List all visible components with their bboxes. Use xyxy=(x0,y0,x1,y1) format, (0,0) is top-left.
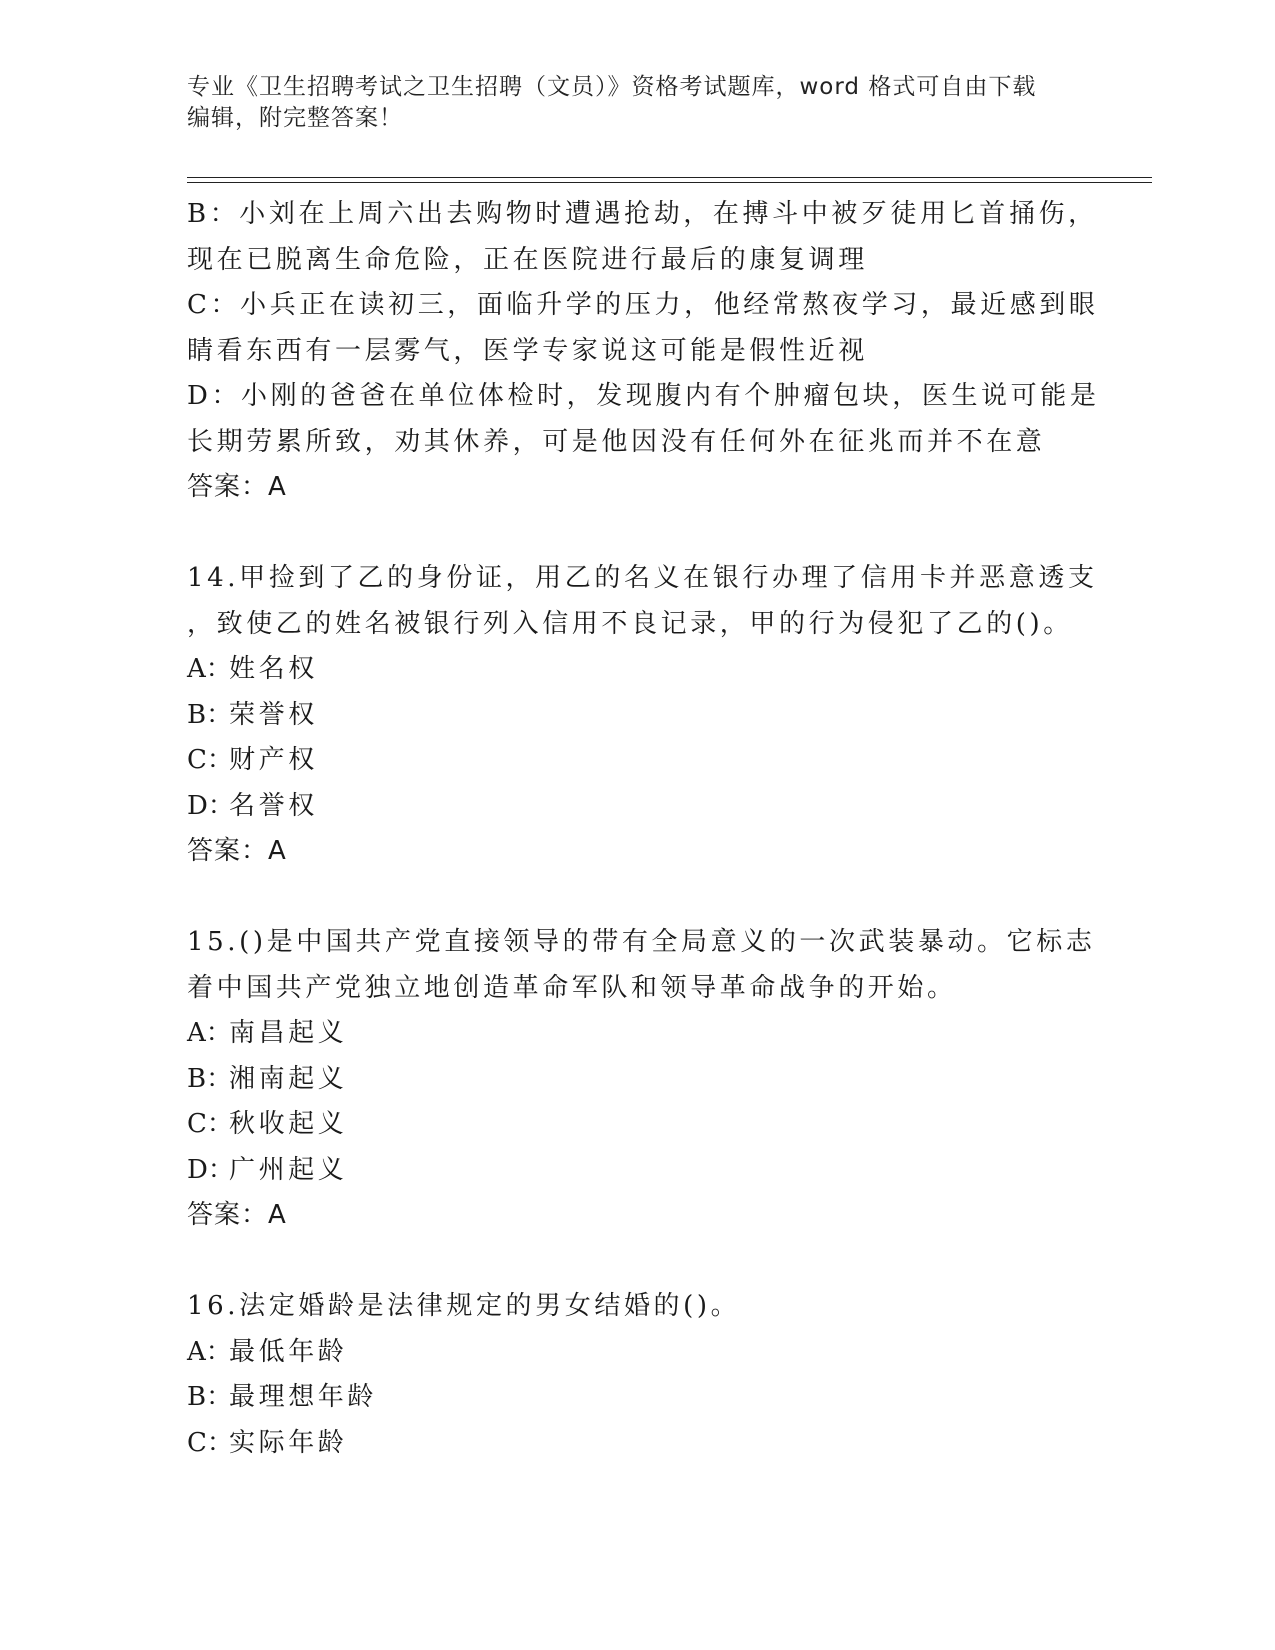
question-stem-line-2: ，致使乙的姓名被银行列入信用不良记录，甲的行为侵犯了乙的()。 xyxy=(187,608,1073,639)
option-b xyxy=(187,1057,1087,1103)
question-13-tail xyxy=(187,192,1100,511)
option-letter: D： xyxy=(187,1154,234,1185)
option-text: 最理想年龄 xyxy=(229,1382,378,1412)
header-line-2: 编辑，附完整答案！ xyxy=(187,105,403,131)
option-text: 名誉权 xyxy=(229,790,318,821)
question-14 xyxy=(187,556,1098,875)
option-letter: B： xyxy=(187,1382,233,1412)
header-line-1: 专业《卫生招聘考试之卫生招聘（文员）》资格考试题库，word 格式可自由下载 xyxy=(187,74,1037,100)
option-text: 姓名权 xyxy=(229,654,318,684)
option-a xyxy=(187,1011,1087,1057)
option-text: 南昌起义 xyxy=(229,1018,348,1048)
option-text: 最低年龄 xyxy=(229,1336,348,1367)
spacer xyxy=(187,875,1087,921)
option-text: 湘南起义 xyxy=(229,1063,348,1094)
option-letter: A： xyxy=(187,1018,232,1048)
option-a xyxy=(187,1330,1087,1376)
option-c xyxy=(187,1421,1087,1467)
header-divider-bottom xyxy=(187,182,1152,183)
option-d-line-1: D：小刚的爸爸在单位体检时，发现腹内有个肿瘤包块，医生说可能是 xyxy=(187,381,1100,411)
question-stem-line-1: 16.法定婚龄是法律规定的男女结婚的()。 xyxy=(187,1291,741,1321)
option-text: 实际年龄 xyxy=(229,1427,348,1458)
option-letter: A： xyxy=(187,1336,232,1367)
option-text: 荣誉权 xyxy=(229,699,318,730)
question-content xyxy=(187,192,1100,1466)
option-b xyxy=(187,1375,1087,1421)
option-letter: C： xyxy=(187,1427,233,1458)
option-b-line-2: 现在已脱离生命危险，正在医院进行最后的康复调理 xyxy=(187,244,868,275)
option-text: 秋收起义 xyxy=(229,1109,348,1139)
question-15 xyxy=(187,920,1096,1239)
option-a xyxy=(187,647,1087,693)
spacer xyxy=(187,1239,1087,1285)
option-c xyxy=(187,1102,1087,1148)
option-letter: C： xyxy=(187,745,233,775)
option-letter: D： xyxy=(187,790,234,821)
option-letter: A： xyxy=(187,654,232,684)
option-d xyxy=(187,1148,1087,1194)
header-divider-top xyxy=(187,177,1152,178)
option-c xyxy=(187,738,1087,784)
option-letter: C： xyxy=(187,1109,233,1139)
option-letter: B： xyxy=(187,699,233,730)
option-text: 广州起义 xyxy=(229,1154,348,1185)
option-c-line-2: 睛看东西有一层雾气，医学专家说这可能是假性近视 xyxy=(187,335,868,366)
option-letter: B： xyxy=(187,1063,233,1094)
answer-label: 答案：A xyxy=(187,836,287,866)
document-header xyxy=(187,72,1067,134)
option-c-line-1: C：小兵正在读初三，面临升学的压力，他经常熬夜学习，最近感到眼 xyxy=(187,290,1099,320)
question-stem-line-1: 15.()是中国共产党直接领导的带有全局意义的一次武装暴动。它标志 xyxy=(187,927,1096,957)
option-b-line-1: B：小刘在上周六出去购物时遭遇抢劫，在搏斗中被歹徒用匕首捅伤， xyxy=(187,199,1098,229)
answer-label: 答案：A xyxy=(187,1200,287,1230)
answer-label: 答案：A xyxy=(187,472,287,502)
question-stem-line-2: 着中国共产党独立地创造革命军队和领导革命战争的开始。 xyxy=(187,972,957,1003)
spacer xyxy=(187,511,1087,557)
option-d-line-2: 长期劳累所致，劝其休养，可是他因没有任何外在征兆而并不在意 xyxy=(187,426,1046,457)
option-b xyxy=(187,693,1087,739)
question-16 xyxy=(187,1284,1087,1466)
option-d xyxy=(187,784,1087,830)
option-text: 财产权 xyxy=(229,745,318,775)
question-stem-line-1: 14.甲捡到了乙的身份证，用乙的名义在银行办理了信用卡并恶意透支 xyxy=(187,563,1098,593)
